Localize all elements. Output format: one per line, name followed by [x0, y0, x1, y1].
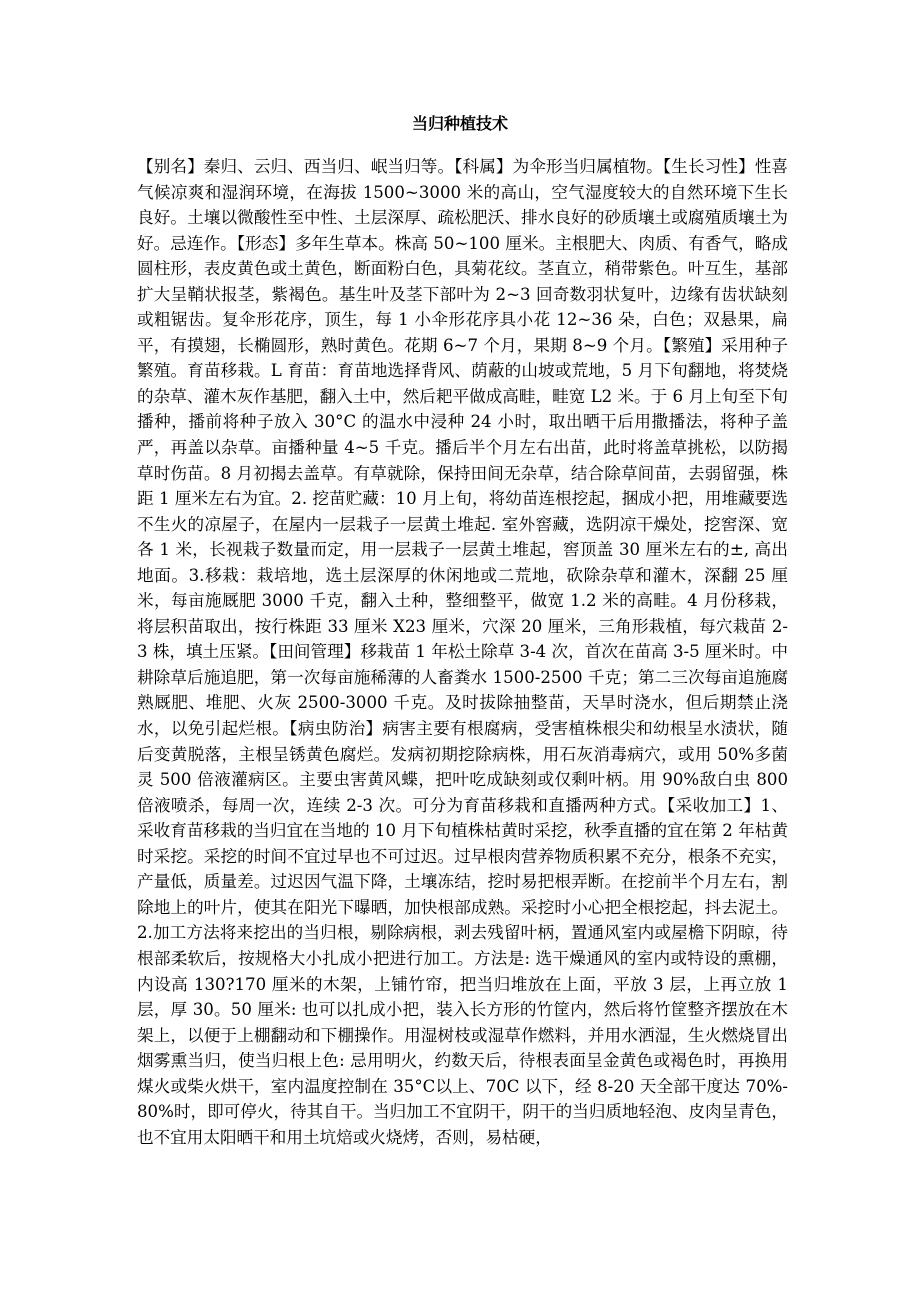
document-title: 当归种植技术	[411, 114, 508, 133]
document-body: 【别名】秦归、云归、西当归、岷当归等。【科属】为伞形当归属植物。【生长习性】性喜气候凉爽和湿润环境，在海拔 1500~3000 米的高山，空气湿度较大的自然环境下生长良好。土壤以微酸性至中性、土层深厚、疏松肥沃、排水良好的砂质壤土或腐殖质壤土为好。忌连作。【形态】多年生草本。株高 50~100 厘米。主根肥大、肉质、有香气，略成圆柱形，表皮黄色或土黄色，断面粉白色，具菊花纹。茎直立，稍带紫色。叶互生，基部扩大呈鞘状报茎，紫褐色。基生叶及茎下部叶为 2~3 回奇数羽状复叶，边缘有齿状缺刻或粗锯齿。复伞形花序，顶生，每 1 小伞形花序具小花 12~36 朵，白色；双悬果，扁平，有摸翅，长椭圆形，熟时黄色。花期 6~7 个月，果期 8~9 个月。【繁殖】采用种子繁殖。育苗移栽。L 育苗：育苗地选择背风、荫蔽的山坡或荒地，5 月下旬翻地，将焚烧的杂草、灌木灰作基肥，翻入土中，然后耙平做成高畦，畦宽 L2 米。于 6 月上旬至下旬播种，播前将种子放入 30°C 的温水中浸种 24 小时，取出晒干后用撒播法，将种子盖严，再盖以杂草。亩播种量 4~5 千克。播后半个月左右出苗，此时将盖草挑松，以防揭草时伤苗。8 月初揭去盖草。有草就除，保持田间无杂草，结合除草间苗，去弱留强，株距 1 厘米左右为宜。2. 挖苗贮藏：10 月上旬，将幼苗连根挖起，捆成小把，用堆藏要选不生火的凉屋子，在屋内一层栽子一层黄土堆起. 室外窖藏，选阴凉干燥处，挖窖深、宽各 1 米，长视栽子数量而定，用一层栽子一层黄土堆起，窖顶盖 30 厘米左右的±, 高出地面。3.移栽：栽培地，选土层深厚的休闲地或二荒地，砍除杂草和灌木，深翻 25 厘米，每亩施厩肥 3000 千克，翻入土种，整细整平，做宽 1.2 米的高畦。4 月份移栽，将层积苗取出，按行株距 33 厘米 X23 厘米，穴深 20 厘米，三角形栽植，每穴栽苗 2-3 株，填土压紧。【田间管理】移栽苗 1 年松土除草 3-4 次，首次在苗高 3-5 厘米时。中耕除草后施追肥，第一次每亩施稀薄的人畜粪水 1500-2500 千克；第二三次每亩追施腐熟厩肥、堆肥、火灰 2500-3000 千克。及时拔除抽整苗，天旱时浇水，但后期禁止浇水，以免引起烂根。【病虫防治】病害主要有根腐病，受害植株根尖和幼根呈水渍状，随后变黄脱落，主根呈锈黄色腐烂。发病初期挖除病株，用石灰消毒病穴，或用 50%多菌灵 500 倍液灌病区。主要虫害黄风蝶，把叶吃成缺刻或仅剩叶柄。用 90%敌白虫 800 倍液喷杀，每周一次，连续 2-3 次。可分为育苗移栽和直播两种方式。【采收加工】1、采收育苗移栽的当归宜在当地的 10 月下旬植株枯黄时采挖，秋季直播的宜在第 2 年枯黄时采挖。采挖的时间不宜过早也不可过迟。过早根肉营养物质积累不充分，根条不充实，产量低，质量差。过迟因气温下降，土壤冻结，挖时易把根弄断。在挖前半个月左右，割除地上的叶片，使其在阳光下曝晒，加快根部成熟。采挖时小心把全根挖起，抖去泥土。2.加工方法将来挖出的当归根，剔除病根，剥去残留叶柄，置通风室内或屋檐下阴晾，待根部柔软后，按规格大小扎成小把进行加工。方法是: 选干燥通风的室内或特设的熏棚，内设高 130?170 厘米的木架，上铺竹帘，把当归堆放在上面，平放 3 层，上再立放 1 层，厚 30。50 厘米: 也可以扎成小把，装入长方形的竹筐内，然后将竹筐整齐摆放在木架上，以便于上棚翻动和下棚操作。用湿树枝或湿草作燃料，并用水洒湿，生火燃烧冒出烟雾熏当归，使当归根上色: 忌用明火，约数天后，待根表面呈金黄色或褐色时，再换用煤火或柴火烘干，室内温度控制在 35°C以上、70C 以下，经 8-20 天全部干度达 70%-80%时，即可停火，待其自干。当归加工不宜阴干，阴干的当归质地轻泡、皮肉呈青色，也不宜用太阳晒干和用土坑焙或火烧烤，否则，易枯硬，	[137, 157, 788, 1147]
